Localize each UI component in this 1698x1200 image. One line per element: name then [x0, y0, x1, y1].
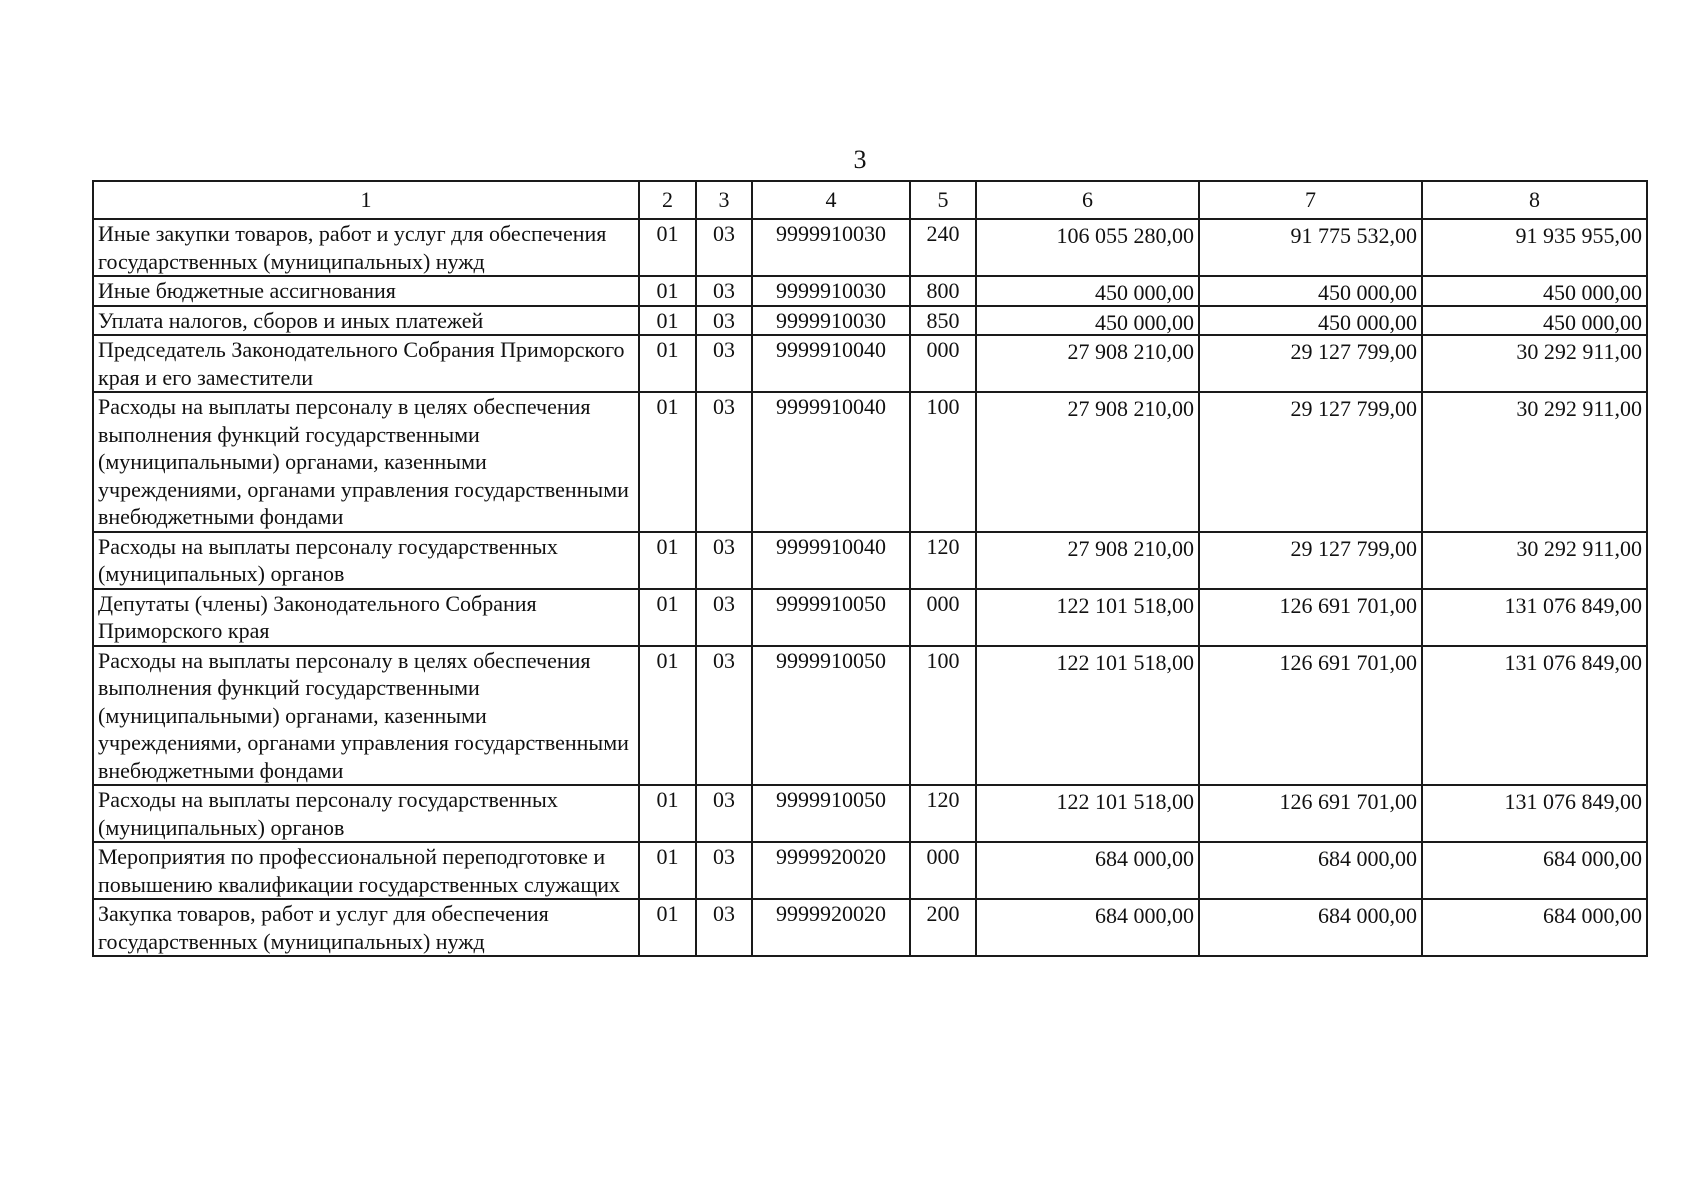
target-article-cell: 9999910030 [752, 306, 910, 336]
amount-col6-cell [976, 842, 1199, 899]
amount-value: 30 292 911,00 [1516, 535, 1642, 561]
amount-col8-cell [1422, 306, 1647, 336]
amount-value: 106 055 280,00 [1056, 223, 1194, 248]
table-row [93, 276, 1647, 306]
section-code-cell: 01 [639, 899, 696, 956]
column-header: 3 [696, 181, 752, 219]
column-header: 6 [976, 181, 1199, 219]
table-row [93, 335, 1647, 392]
table-row [93, 899, 1647, 956]
amount-value: 122 101 518,00 [1056, 592, 1194, 618]
expense-name-cell: Расходы на выплаты персоналу государственных (муниципальных) органов [93, 532, 639, 589]
section-code-cell: 01 [639, 392, 696, 532]
target-article-cell: 9999910050 [752, 589, 910, 646]
table-row [93, 306, 1647, 336]
table-row [93, 842, 1647, 899]
subsection-code-cell: 03 [696, 842, 752, 899]
amount-value: 29 127 799,00 [1290, 396, 1417, 421]
amount-value: 30 292 911,00 [1516, 396, 1642, 421]
expense-name-cell: Расходы на выплаты персоналу в целях обеспечения выполнения функций государственными (муниципальными) органами, казенными учреждениями, органами управления государственными внебюджетными фондами [93, 392, 639, 532]
section-code-cell: 01 [639, 646, 696, 786]
amount-value: 91 935 955,00 [1515, 223, 1642, 248]
amount-value: 684 000,00 [1318, 846, 1417, 871]
subsection-code-cell: 03 [696, 899, 752, 956]
amount-value: 122 101 518,00 [1056, 649, 1194, 675]
amount-value: 27 908 210,00 [1067, 396, 1194, 421]
amount-value: 131 076 849,00 [1504, 649, 1642, 675]
target-article-cell: 9999910050 [752, 785, 910, 842]
expense-type-cell: 850 [910, 306, 976, 336]
amount-col6-cell [976, 646, 1199, 786]
amount-col6-cell [976, 306, 1199, 336]
expense-name-cell: Расходы на выплаты персоналу в целях обеспечения выполнения функций государственными (муниципальными) органами, казенными учреждениями, органами управления государственными внебюджетными фондами [93, 646, 639, 786]
amount-value: 684 000,00 [1095, 846, 1194, 871]
amount-value: 684 000,00 [1543, 846, 1642, 871]
subsection-code-cell: 03 [696, 335, 752, 392]
amount-col8-cell [1422, 276, 1647, 306]
table-body [93, 219, 1647, 956]
amount-col8-cell [1422, 646, 1647, 786]
expense-name-cell: Мероприятия по профессиональной переподготовке и повышению квалификации государственных служащих [93, 842, 639, 899]
amount-value: 450 000,00 [1095, 280, 1194, 305]
amount-value: 30 292 911,00 [1516, 339, 1642, 364]
section-code-cell: 01 [639, 785, 696, 842]
subsection-code-cell: 03 [696, 532, 752, 589]
target-article-cell: 9999920020 [752, 842, 910, 899]
amount-col7-cell [1199, 306, 1422, 336]
budget-table [92, 180, 1648, 957]
amount-col7-cell [1199, 899, 1422, 956]
subsection-code-cell: 03 [696, 785, 752, 842]
column-header: 7 [1199, 181, 1422, 219]
amount-col8-cell [1422, 219, 1647, 276]
expense-name-cell: Уплата налогов, сборов и иных платежей [93, 306, 639, 336]
amount-col7-cell [1199, 335, 1422, 392]
target-article-cell: 9999910040 [752, 532, 910, 589]
amount-col6-cell [976, 392, 1199, 532]
amount-value: 684 000,00 [1543, 903, 1642, 928]
table-row [93, 392, 1647, 532]
amount-col6-cell [976, 785, 1199, 842]
amount-value: 27 908 210,00 [1067, 535, 1194, 561]
amount-col6-cell [976, 219, 1199, 276]
expense-name-cell: Закупка товаров, работ и услуг для обеспечения государственных (муниципальных) нужд [93, 899, 639, 956]
amount-value: 450 000,00 [1543, 309, 1642, 335]
amount-value: 450 000,00 [1095, 309, 1194, 335]
expense-type-cell: 100 [910, 646, 976, 786]
amount-col7-cell [1199, 532, 1422, 589]
amount-col7-cell [1199, 785, 1422, 842]
subsection-code-cell: 03 [696, 646, 752, 786]
expense-type-cell: 120 [910, 532, 976, 589]
amount-col6-cell [976, 532, 1199, 589]
expense-type-cell: 800 [910, 276, 976, 306]
section-code-cell: 01 [639, 842, 696, 899]
table-row [93, 589, 1647, 646]
section-code-cell: 01 [639, 306, 696, 336]
amount-col8-cell [1422, 335, 1647, 392]
expense-type-cell: 240 [910, 219, 976, 276]
expense-type-cell: 100 [910, 392, 976, 532]
target-article-cell: 9999920020 [752, 899, 910, 956]
expense-type-cell: 000 [910, 335, 976, 392]
amount-value: 450 000,00 [1318, 309, 1417, 335]
amount-col8-cell [1422, 842, 1647, 899]
section-code-cell: 01 [639, 532, 696, 589]
amount-value: 126 691 701,00 [1279, 789, 1417, 814]
amount-value: 122 101 518,00 [1056, 789, 1194, 814]
amount-value: 29 127 799,00 [1290, 535, 1417, 561]
expense-name-cell: Депутаты (члены) Законодательного Собрания Приморского края [93, 589, 639, 646]
amount-col7-cell [1199, 392, 1422, 532]
amount-col6-cell [976, 276, 1199, 306]
column-header: 8 [1422, 181, 1647, 219]
subsection-code-cell: 03 [696, 306, 752, 336]
table-row [93, 219, 1647, 276]
expense-name-cell: Расходы на выплаты персоналу государственных (муниципальных) органов [93, 785, 639, 842]
subsection-code-cell: 03 [696, 392, 752, 532]
amount-col7-cell [1199, 276, 1422, 306]
target-article-cell: 9999910030 [752, 276, 910, 306]
section-code-cell: 01 [639, 276, 696, 306]
amount-value: 126 691 701,00 [1279, 592, 1417, 618]
expense-type-cell: 200 [910, 899, 976, 956]
amount-value: 126 691 701,00 [1279, 649, 1417, 675]
header-row [93, 181, 1647, 219]
table-row [93, 646, 1647, 786]
amount-col7-cell [1199, 219, 1422, 276]
column-header: 2 [639, 181, 696, 219]
expense-type-cell: 120 [910, 785, 976, 842]
section-code-cell: 01 [639, 589, 696, 646]
amount-value: 29 127 799,00 [1290, 339, 1417, 364]
expense-name-cell: Председатель Законодательного Собрания Приморского края и его заместители [93, 335, 639, 392]
target-article-cell: 9999910050 [752, 646, 910, 786]
subsection-code-cell: 03 [696, 589, 752, 646]
amount-value: 684 000,00 [1318, 903, 1417, 928]
amount-value: 131 076 849,00 [1504, 592, 1642, 618]
amount-col7-cell [1199, 842, 1422, 899]
target-article-cell: 9999910040 [752, 335, 910, 392]
amount-value: 27 908 210,00 [1067, 339, 1194, 364]
column-header: 5 [910, 181, 976, 219]
table-row [93, 532, 1647, 589]
amount-value: 450 000,00 [1543, 280, 1642, 305]
section-code-cell: 01 [639, 219, 696, 276]
amount-value: 91 775 532,00 [1290, 223, 1417, 248]
amount-col7-cell [1199, 589, 1422, 646]
amount-value: 684 000,00 [1095, 903, 1194, 928]
expense-name-cell: Иные закупки товаров, работ и услуг для обеспечения государственных (муниципальных) нужд [93, 219, 639, 276]
column-header: 4 [752, 181, 910, 219]
section-code-cell: 01 [639, 335, 696, 392]
amount-col8-cell [1422, 785, 1647, 842]
amount-col7-cell [1199, 646, 1422, 786]
table-row [93, 785, 1647, 842]
amount-value: 450 000,00 [1318, 280, 1417, 305]
amount-col8-cell [1422, 392, 1647, 532]
column-header: 1 [93, 181, 639, 219]
subsection-code-cell: 03 [696, 219, 752, 276]
page-number: 3 [853, 145, 867, 174]
amount-col6-cell [976, 589, 1199, 646]
subsection-code-cell: 03 [696, 276, 752, 306]
expense-name-cell: Иные бюджетные ассигнования [93, 276, 639, 306]
amount-col6-cell [976, 899, 1199, 956]
amount-col8-cell [1422, 899, 1647, 956]
target-article-cell: 9999910040 [752, 392, 910, 532]
amount-value: 131 076 849,00 [1504, 789, 1642, 814]
amount-col8-cell [1422, 589, 1647, 646]
expense-type-cell: 000 [910, 842, 976, 899]
amount-col6-cell [976, 335, 1199, 392]
amount-col8-cell [1422, 532, 1647, 589]
expense-type-cell: 000 [910, 589, 976, 646]
target-article-cell: 9999910030 [752, 219, 910, 276]
